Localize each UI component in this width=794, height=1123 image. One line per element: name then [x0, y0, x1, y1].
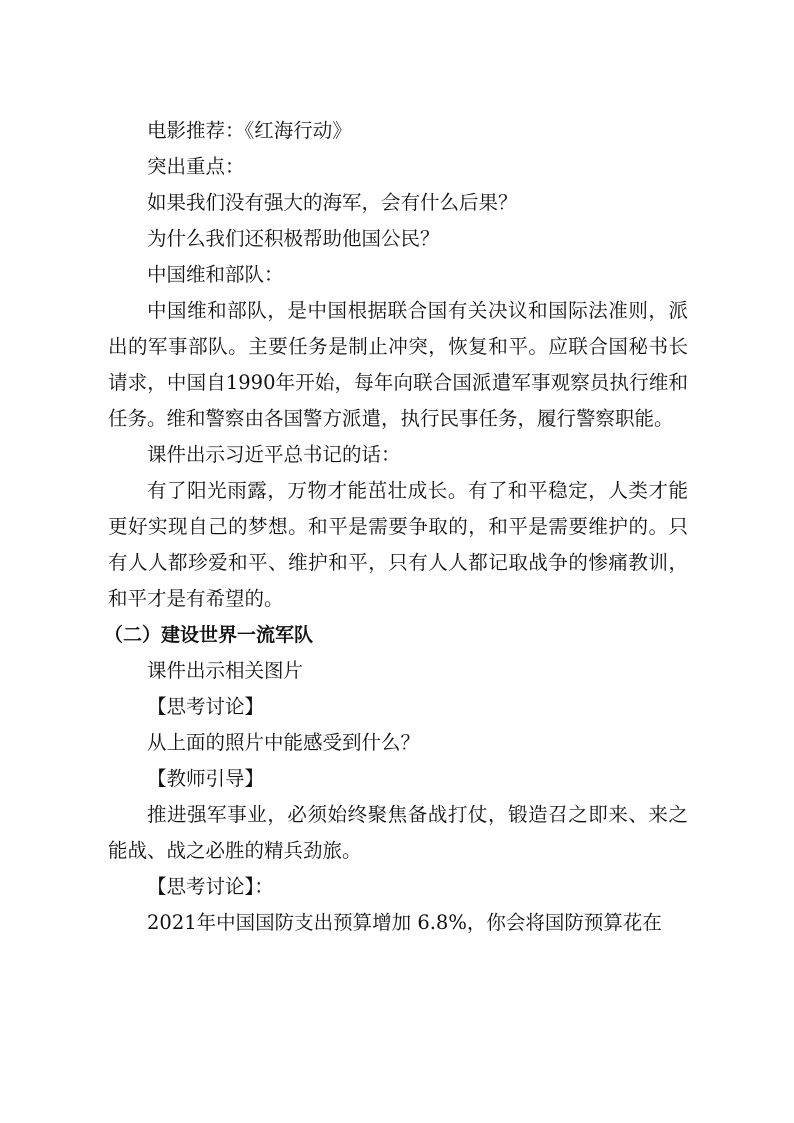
- paragraph-peacekeeping-description: 中国维和部队，是中国根据联合国有关决议和国际法准则，派出的军事部队。主要任务是制止冲突，恢复和平。应联合国秘书长请求，中国自1990年开始，每年向联合国派遣军事观察员执行维和任务。维和警察由各国警方派遣，执行民事任务，履行警察职能。: [108, 299, 688, 430]
- paragraph-defense-budget: 2021年中国国防支出预算增加 6.8%，你会将国防预算花在: [147, 911, 662, 934]
- paragraph-discussion-label-2: 【思考讨论】：: [147, 875, 274, 898]
- paragraph-movie-recommendation: 电影推荐：《红海行动》: [147, 119, 352, 142]
- paragraph-courseware-quote-label: 课件出示习近平总书记的话：: [147, 443, 401, 466]
- paragraph-courseware-images: 课件出示相关图片: [147, 659, 304, 682]
- paragraph-question-help-citizens: 为什么我们还积极帮助他国公民？: [147, 227, 440, 250]
- paragraph-teacher-guide-label: 【教师引导】: [147, 767, 265, 790]
- paragraph-peacekeeping-label: 中国维和部队：: [147, 263, 284, 286]
- paragraph-strong-military: 推进强军事业，必须始终聚焦备战打仗，锻造召之即来、来之能战、战之必胜的精兵劲旅。: [108, 803, 688, 862]
- paragraph-discussion-label: 【思考讨论】: [147, 695, 265, 718]
- paragraph-quote: 有了阳光雨露，万物才能茁壮成长。有了和平稳定，人类才能更好实现自己的梦想。和平是需要争取的，和平是需要维护的。只有人人都珍爱和平、维护和平，只有人人都记取战争的惨痛教训，和平才是有希望的。: [108, 479, 688, 610]
- section-heading: （二）建设世界一流军队: [104, 624, 314, 646]
- paragraph-photo-question: 从上面的照片中能感受到什么？: [147, 731, 421, 754]
- document-body: [104, 113, 688, 941]
- paragraph-key-point-label: 突出重点：: [147, 155, 245, 178]
- paragraph-question-navy: 如果我们没有强大的海军，会有什么后果？: [147, 191, 518, 214]
